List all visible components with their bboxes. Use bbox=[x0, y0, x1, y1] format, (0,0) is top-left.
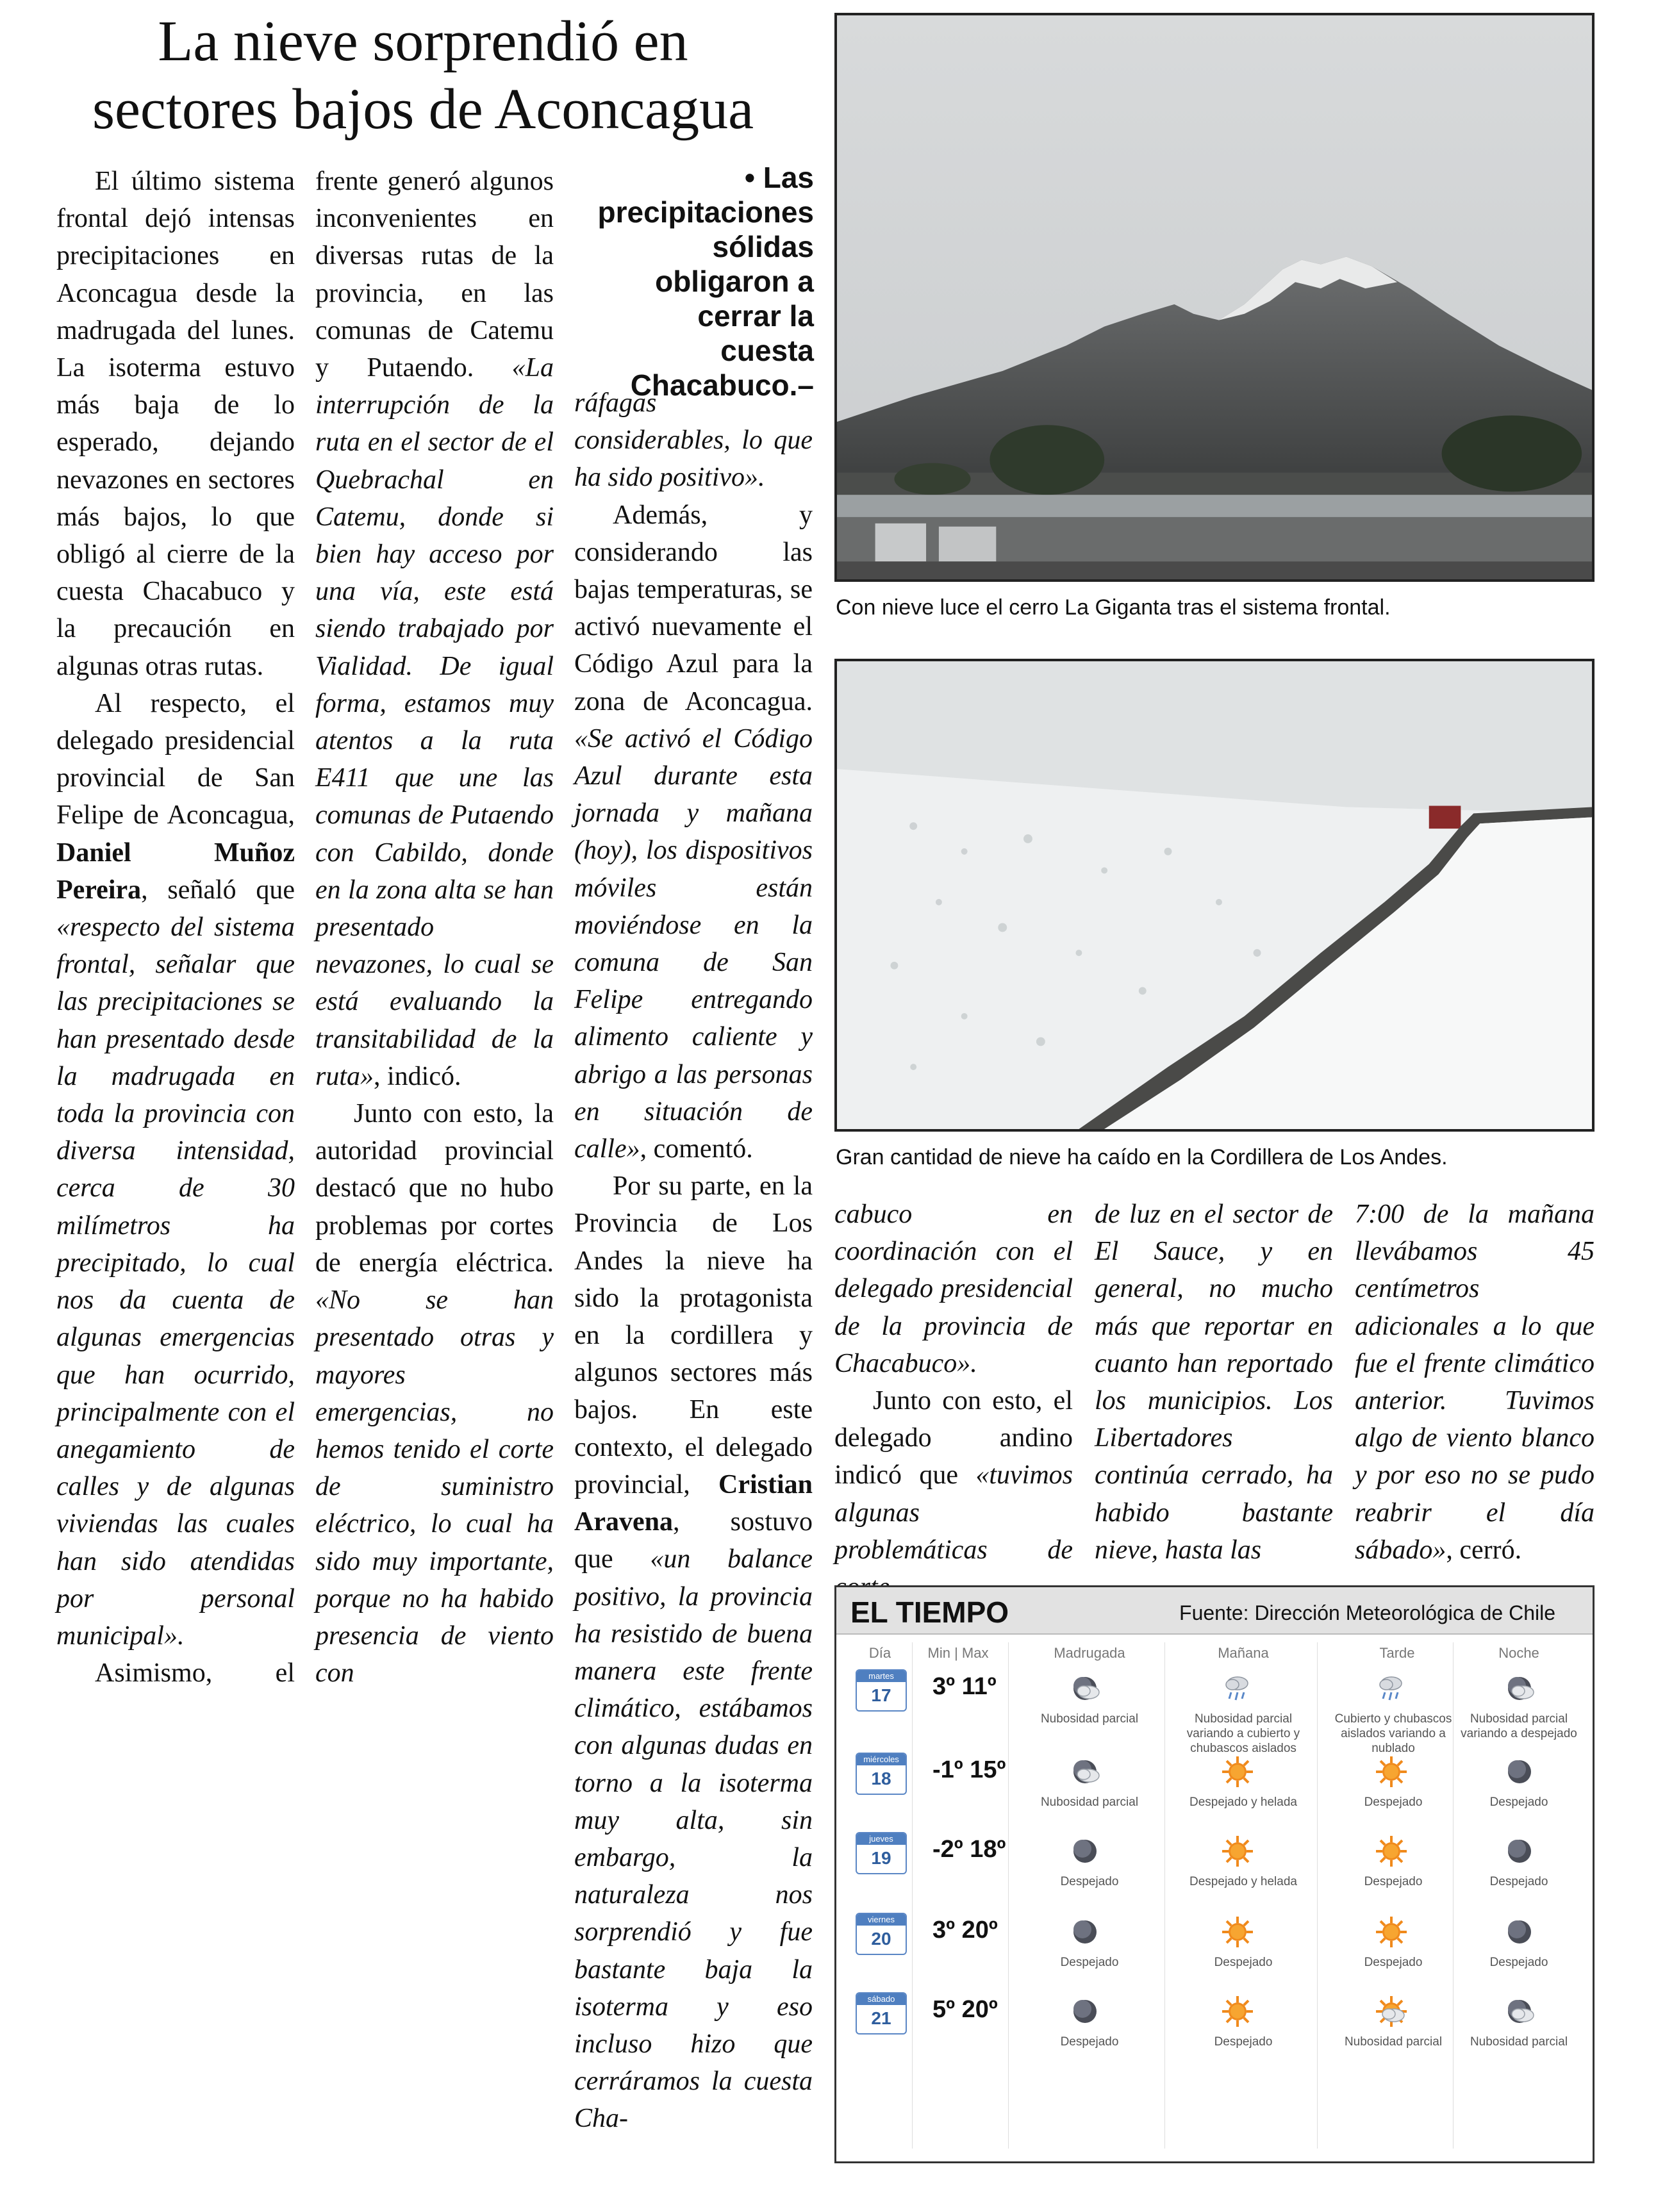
forecast-label-madrugada: Despejado bbox=[1060, 1956, 1119, 1969]
sun-icon bbox=[1375, 1835, 1408, 1868]
moon-icon bbox=[1504, 1755, 1537, 1788]
article-column-6 bbox=[1355, 1196, 1595, 1569]
article-headline bbox=[38, 8, 808, 144]
article-summary: • Las precipitaciones sólidas obligaron a cerrar la cuesta Chacabuco.– bbox=[597, 161, 814, 402]
weather-row bbox=[836, 1832, 1593, 1909]
calendar-day-name: martes bbox=[857, 1671, 906, 1682]
forecast-label-manana: Despejado y helada bbox=[1189, 1795, 1297, 1809]
forecast-label-madrugada: Nubosidad parcial bbox=[1040, 1712, 1139, 1726]
moon-icon bbox=[1070, 1995, 1103, 2028]
forecast-label-noche: Despejado bbox=[1489, 1956, 1548, 1969]
quote: «tuvimos algunas problemáticas de bbox=[834, 1460, 1073, 1565]
paragraph: frente generó algunos inconvenientes en diversas rutas de la provincia, en las comunas de Catemu y Putaendo. «La interrupción de la ruta en el sector de el Quebrachal en Catemu, donde si bien hay acceso por una vía, este está siendo trabajado por Vialidad. De igual forma, estamos muy atentos a la ruta E411 que une las comunas de Putaendo con Cabildo, donde en la zona alta se han presentado nevazones, lo cual se está evaluando la transitabilidad de la ruta», indicó. bbox=[315, 167, 554, 1091]
moon-cloud-icon bbox=[1504, 1995, 1537, 2028]
paragraph: Al respecto, el delegado presidencial provincial de San Felipe de Aconcagua, Daniel Muñoz Pereira, señaló que «respecto del sistema frontal, señalar que las precipitaciones se han presentado desde la madrugada en toda la provincia con diversa intensidad, cerca de 30 milímetros ha precipitado, lo cual nos da cuenta de algunas emergencias que han ocurrido, principalmente con el anegamiento de calles y de algunas viviendas las cuales han sido atendidas por personal municipal». bbox=[56, 688, 295, 1651]
photo-mountain-snow bbox=[834, 13, 1595, 582]
calendar-icon bbox=[856, 1669, 907, 1712]
quote: 7:00 de la mañana llevábamos 45 centímetros adicionales a lo que fue el frente climático anterior. Tuvimos algo de viento blanco y por eso no se pudo reabrir el día sábado» bbox=[1355, 1200, 1595, 1565]
calendar-day-number: 17 bbox=[871, 1685, 891, 1705]
calendar-icon bbox=[856, 1913, 907, 1955]
weather-header bbox=[836, 1587, 1593, 1635]
article-column-2 bbox=[315, 163, 554, 1692]
sun-icon bbox=[1375, 1915, 1408, 1949]
headline-line-1: La nieve sorprendió en bbox=[158, 10, 688, 73]
moon-cloud-icon bbox=[1070, 1755, 1103, 1788]
paragraph: Junto con esto, el delegado andino indicó que «tuvimos algunas problemáticas de bbox=[834, 1382, 1073, 1606]
weather-row bbox=[836, 1753, 1593, 1829]
quote: «Se activó el Código Azul durante esta jornada y mañana (hoy), los dispositivos móviles están moviéndose en la comuna de San Felipe entregando alimento caliente y abrigo a las personas en situación de calle» bbox=[574, 723, 813, 1164]
mountain-photo-illustration bbox=[837, 15, 1592, 579]
weather-box bbox=[834, 1585, 1595, 2163]
sun-icon bbox=[1221, 1835, 1254, 1868]
forecast-label-manana: Despejado bbox=[1214, 2035, 1273, 2049]
quote: «un balance positivo, la provincia ha resistido de buena manera este frente climático, estábamos con algunas dudas en torno a la isoterma muy alta, sin embargo, la naturaleza nos sorprendió y fue bastante baja la isoterma y eso incluso hizo que cerráramos la cuesta Cha- bbox=[574, 1544, 813, 2134]
sun-icon bbox=[1375, 1755, 1408, 1788]
photo-caption-1: Con nieve luce el cerro La Giganta tras el sistema frontal. bbox=[836, 595, 1391, 620]
calendar-day-number: 18 bbox=[871, 1769, 891, 1788]
weather-row bbox=[836, 1669, 1593, 1755]
moon-icon bbox=[1070, 1835, 1103, 1868]
moon-cloud-icon bbox=[1504, 1672, 1537, 1705]
quote: «La interrupción de la ruta en el sector de el Quebrachal en Catemu, donde si bien hay acceso por una vía, este está siendo trabajado por Vialidad. De igual forma, estamos muy atentos a la ruta E411 que une las comunas de Putaendo con Cabildo, donde en la zona alta se han presentado nevazones, lo cual se está evaluando la transitabilidad de la ruta» bbox=[315, 353, 554, 1091]
quote: ráfagas considerables, lo que ha sido positivo». bbox=[574, 388, 813, 493]
forecast-label-noche: Nubosidad parcial variando a despejado bbox=[1461, 1712, 1577, 1740]
col-head-dia: Día bbox=[868, 1645, 891, 1661]
calendar-day-name: sábado bbox=[857, 1993, 906, 2005]
photo-caption-2: Gran cantidad de nieve ha caído en la Cordillera de Los Andes. bbox=[836, 1145, 1448, 1169]
photo-snow-field bbox=[834, 659, 1595, 1132]
forecast-label-tarde: Nubosidad parcial bbox=[1344, 2035, 1443, 2049]
calendar-icon bbox=[856, 1753, 907, 1795]
moon-icon bbox=[1504, 1915, 1537, 1949]
forecast-label-manana: Nubosidad parcial variando a cubierto y chubascos aislados bbox=[1186, 1712, 1300, 1755]
paragraph: Por su parte, en la Provincia de Los Andes la nieve ha sido la protagonista en la cordillera y algunos sectores más bajos. En este contexto, el delegado provincial, Cristian Aravena, sostuvo que «un balance positivo, la provincia ha resistido de buena manera este frente climático, estábamos con algunas dudas en torno a la isoterma muy alta, sin embargo, la naturaleza nos sorprendió y fue bastante baja la isoterma y eso incluso hizo que cerráramos la cuesta Cha- bbox=[574, 1171, 813, 2134]
col-head-minmax: Min | Max bbox=[927, 1645, 989, 1661]
moon-icon bbox=[1504, 1835, 1537, 1868]
weather-row bbox=[836, 1913, 1593, 1990]
article-column-4 bbox=[834, 1196, 1073, 1606]
weather-row bbox=[836, 1992, 1593, 2069]
forecast-label-tarde: Despejado bbox=[1364, 1956, 1423, 1969]
col-head-tarde: Tarde bbox=[1379, 1645, 1415, 1661]
calendar-day-name: miércoles bbox=[857, 1754, 906, 1765]
col-head-manana: Mañana bbox=[1218, 1645, 1269, 1661]
paragraph: Junto con esto, la autoridad provincial destacó que no hubo problemas por cortes de energía eléctrica. «No se han presentado otras y mayores emergencias, no hemos tenido el corte de suministro eléctrico, lo cual ha sido muy importante, porque no ha habido presencia de viento con bbox=[315, 1099, 554, 1688]
article-column-3 bbox=[574, 384, 813, 2138]
paragraph bbox=[834, 1196, 1073, 1382]
min-max-temperature: 5º 20º bbox=[932, 1996, 998, 2023]
sun-cloud-icon bbox=[1375, 1995, 1408, 2028]
paragraph bbox=[574, 384, 813, 497]
person-name: Daniel Muñoz Pereira bbox=[56, 838, 295, 905]
weather-title: EL TIEMPO bbox=[850, 1596, 1009, 1629]
calendar-day-number: 19 bbox=[871, 1848, 891, 1868]
paragraph: 7:00 de la mañana llevábamos 45 centímetros adicionales a lo que fue el frente climático anterior. Tuvimos algo de viento blanco y por eso no se pudo reabrir el día sábado», cerró. bbox=[1355, 1200, 1595, 1565]
calendar-day-name: jueves bbox=[857, 1833, 906, 1845]
sun-icon bbox=[1221, 1755, 1254, 1788]
quote: «respecto del sistema frontal, señalar que las precipitaciones se han presentado desde la madrugada en toda la provincia con diversa intensidad, cerca de 30 milímetros ha precipitado, lo cual nos da cuenta de algunas emergencias que han ocurrido, principalmente con el anegamiento de calles y de algunas viviendas las cuales han sido atendidas por personal municipal». bbox=[56, 912, 295, 1651]
paragraph: Además, y considerando las bajas temperaturas, se activó nuevamente el Código Azul para la zona de Aconcagua. «Se activó el Código Azul durante esta jornada y mañana (hoy), los dispositivos móviles están moviéndose en la comuna de San Felipe entregando alimento caliente y abrigo a las personas en situación de calle», comentó. bbox=[574, 500, 813, 1164]
calendar-icon bbox=[856, 1832, 907, 1874]
forecast-label-manana: Despejado bbox=[1214, 1956, 1273, 1969]
article-column-5 bbox=[1095, 1196, 1333, 1569]
forecast-label-noche: Nubosidad parcial bbox=[1470, 2035, 1568, 2049]
calendar-day-number: 21 bbox=[871, 2008, 891, 2028]
forecast-label-madrugada: Nubosidad parcial bbox=[1040, 1795, 1139, 1809]
cloud-rain-icon bbox=[1221, 1672, 1254, 1705]
forecast-label-madrugada: Despejado bbox=[1060, 1875, 1119, 1888]
calendar-day-number: 20 bbox=[871, 1929, 891, 1949]
moon-cloud-icon bbox=[1070, 1672, 1103, 1705]
quote: de luz en el sector de El Sauce, y en general, no mucho más que reportar en cuanto han reportado los municipios. Los Libertadores continúa cerrado, ha habido bastante nieve, hasta las bbox=[1095, 1200, 1333, 1565]
weather-source: Fuente: Dirección Meteorológica de Chile bbox=[1179, 1601, 1555, 1624]
cloud-rain-icon bbox=[1375, 1672, 1408, 1705]
min-max-temperature: 3º 11º bbox=[932, 1673, 997, 1700]
forecast-label-noche: Despejado bbox=[1489, 1875, 1548, 1888]
col-head-noche: Noche bbox=[1498, 1645, 1539, 1661]
paragraph: Asimismo, el bbox=[95, 1658, 295, 1688]
col-head-madrugada: Madrugada bbox=[1054, 1645, 1125, 1661]
sun-icon bbox=[1221, 1915, 1254, 1949]
sun-icon bbox=[1221, 1995, 1254, 2028]
headline-line-2: sectores bajos de Aconcagua bbox=[92, 78, 754, 141]
paragraph: El último sistema frontal dejó intensas precipitaciones en Aconcagua desde la madrugada del lunes. La isoterma estuvo más baja de lo esperado, dejando nevazones en sectores más bajos, lo que obligó al cierre de la cuesta Chacabuco y la precaución en algunas otras rutas. bbox=[56, 167, 295, 681]
moon-icon bbox=[1070, 1915, 1103, 1949]
calendar-icon bbox=[856, 1992, 907, 2035]
forecast-label-tarde: Despejado bbox=[1364, 1875, 1423, 1888]
person-name: Cristian Aravena bbox=[574, 1469, 813, 1537]
forecast-label-manana: Despejado y helada bbox=[1189, 1875, 1297, 1888]
snow-field-photo-illustration bbox=[837, 661, 1592, 1129]
forecast-label-tarde: Despejado bbox=[1364, 1795, 1423, 1809]
calendar-day-name: viernes bbox=[857, 1914, 906, 1926]
forecast-label-noche: Despejado bbox=[1489, 1795, 1548, 1809]
min-max-temperature: 3º 20º bbox=[932, 1917, 998, 1944]
article-column-1 bbox=[56, 163, 295, 1692]
quote: cabuco en coordinación con el delegado presidencial de la provincia de Chacabuco». bbox=[834, 1200, 1073, 1378]
min-max-temperature: -2º 18º bbox=[932, 1836, 1006, 1863]
forecast-label-tarde: Cubierto y chubascos aislados variando a nublado bbox=[1334, 1712, 1452, 1755]
forecast-label-madrugada: Despejado bbox=[1060, 2035, 1119, 2049]
min-max-temperature: -1º 15º bbox=[932, 1756, 1006, 1783]
quote: «No se han presentado otras y mayores emergencias, no hemos tenido el corte de suministro eléctrico, lo cual ha sido muy importante, porque no ha habido presencia de viento con bbox=[315, 1285, 554, 1688]
paragraph bbox=[1095, 1196, 1333, 1569]
